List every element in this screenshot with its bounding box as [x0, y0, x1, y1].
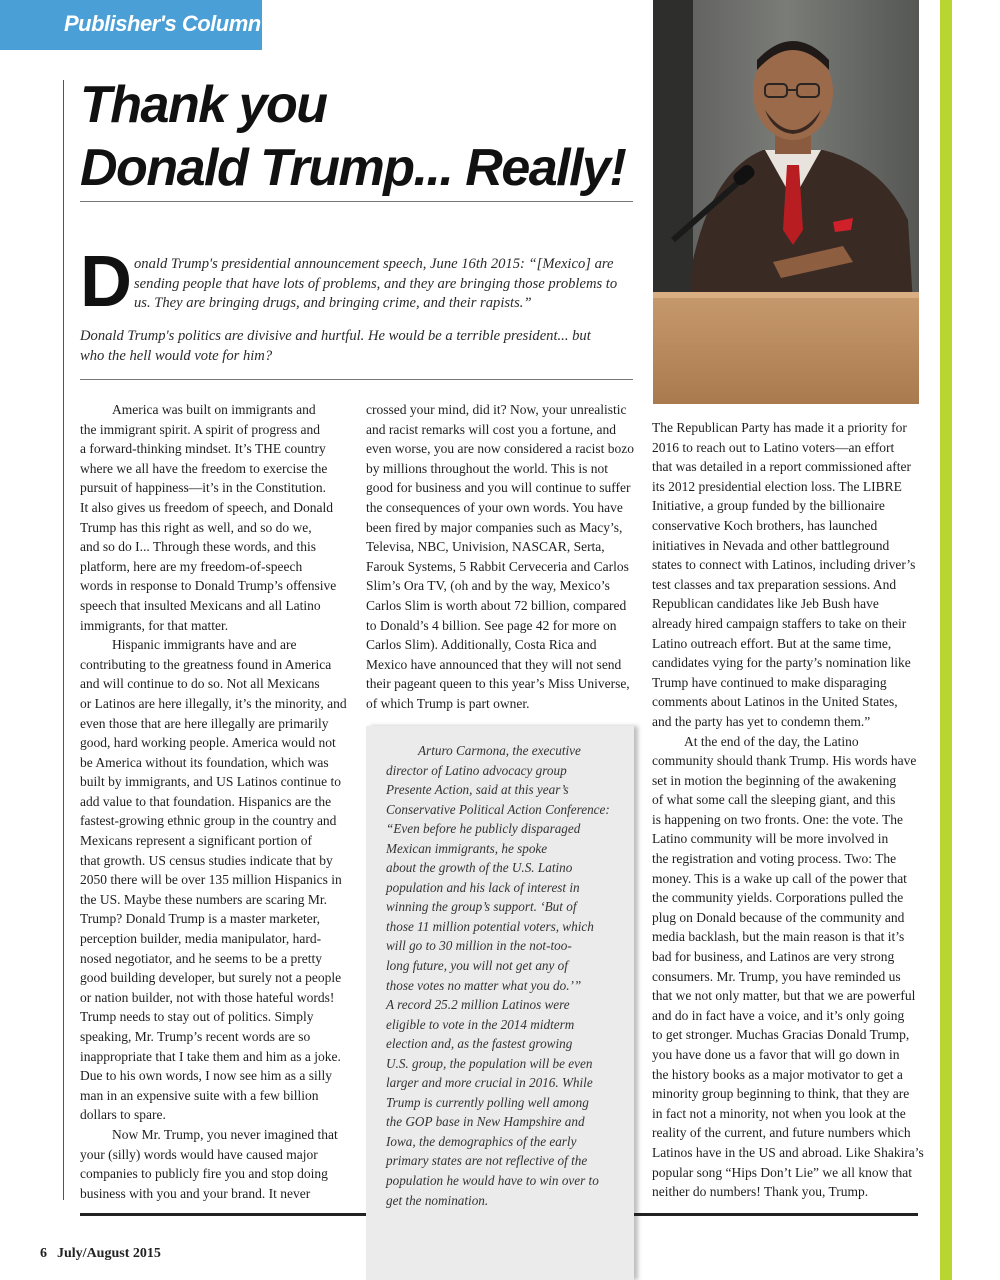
text-line: you have done us a favor that will go down in — [652, 1047, 900, 1062]
headline — [80, 74, 640, 200]
text-line: U.S. group, the population will be even — [386, 1055, 593, 1071]
text-line: the history books as a major motivator to get a — [652, 1066, 903, 1082]
text-line: eligible to vote in the 2014 midterm — [386, 1016, 575, 1032]
text-line: winning the group’s support. ‘But of — [386, 899, 577, 915]
text-line: their pageant queen to this year’s Miss Universe, — [366, 676, 630, 692]
text-line: Iowa, the demographics of the early — [386, 1133, 577, 1149]
intro-quote — [134, 255, 634, 314]
text-line: your (silly) words would have caused major — [80, 1146, 318, 1162]
text-line: states to connect with Latinos, including driver’s — [652, 557, 916, 573]
bottom-rule — [80, 1213, 366, 1216]
section-label: Publisher's Column — [64, 11, 261, 36]
text-line: those votes no matter what you do.’” — [386, 977, 582, 993]
text-line: that was detailed in a report commissioned after — [652, 459, 912, 475]
text-line: initiatives in Nevada and other battleground — [652, 537, 890, 553]
text-line: man in an expensive suite with a few billion — [80, 1087, 319, 1103]
intro-standfirst-line: who the hell would vote for him? — [80, 347, 273, 364]
text-line: of what some call the sleeping giant, and this — [652, 792, 896, 808]
headline-rule — [80, 201, 633, 202]
speaker-illustration — [653, 0, 919, 404]
text-line: been fired by major companies such as Macy’s, — [366, 519, 623, 535]
text-line: business with you and your brand. It never — [80, 1185, 311, 1201]
text-line: 2050 there will be over 135 million Hispanics in — [80, 872, 342, 888]
text-line: and will continue to do so. Not all Mexicans — [80, 676, 320, 692]
text-line: 2016 to reach out to Latino voters—an effort — [652, 439, 895, 455]
intro-rule — [80, 379, 633, 380]
text-line: popular song “Hips Don’t Lie” we all know that — [652, 1164, 912, 1180]
text-line: long future, you will not get any of — [386, 958, 568, 974]
text-line: Conservative Political Action Conference: — [386, 801, 610, 817]
body-column-3 — [652, 418, 924, 1202]
text-line: the consequences of your own words. You have — [366, 499, 623, 515]
text-line: It also gives us freedom of speech, and Donald — [80, 499, 334, 515]
text-line: to Donald’s 4 billion. See page 42 for more on — [366, 617, 617, 633]
text-line: consumers. Mr. Trump, you have reminded us — [652, 968, 901, 984]
text-line: inappropriate that I take them and him as a joke. — [80, 1048, 341, 1064]
text-line: Televisa, NBC, Univision, NASCAR, Serta, — [366, 539, 605, 555]
sidebar-quote — [386, 741, 626, 1210]
text-line: perception builder, media manipulator, hard- — [80, 931, 322, 947]
text-line: Carlos Slim). Additionally, Costa Rica and — [366, 637, 597, 653]
text-line: media backlash, but the main reason is that it’s — [652, 929, 905, 945]
text-line: good, hard working people. America would not — [80, 735, 336, 751]
text-line: its 2012 presidential election loss. The LIBRE — [652, 478, 902, 494]
section-tab — [0, 0, 262, 50]
text-line: comments about Latinos in the United States, — [652, 694, 898, 710]
text-line: Hispanic immigrants have and are — [112, 637, 297, 653]
text-line: of which Trump is part owner. — [366, 695, 530, 711]
text-line: Arturo Carmona, the executive — [418, 743, 581, 758]
page-number: 6 — [40, 1246, 47, 1261]
text-line: the GOP base in New Hampshire and — [386, 1114, 585, 1130]
text-line: and do in fact have a voice, and it’s only going — [652, 1007, 905, 1023]
issue-date: July/August 2015 — [57, 1246, 161, 1261]
text-line: bad for business, and Latinos are very strong — [652, 949, 895, 965]
text-line: Trump? Donald Trump is a master marketer, — [80, 911, 321, 927]
text-line: built by immigrants, and US Latinos continue to — [80, 774, 341, 790]
text-line: candidates vying for the party’s nomination like — [652, 655, 911, 671]
text-line: or nation builder, not with those hateful words! — [80, 989, 335, 1005]
text-line: is happening on two fronts. One: the vote. The — [652, 811, 903, 827]
text-line: speech that insulted Mexicans and all Latino — [80, 597, 321, 613]
text-line: population and his lack of interest in — [386, 879, 580, 895]
text-line: set in motion the beginning of the awakening — [652, 772, 897, 788]
text-line: Latinos have in the US and abroad. Like Shakira’s — [652, 1144, 924, 1160]
text-line: Mexico have announced that they will not send — [366, 656, 622, 672]
text-line: platform, here are my freedom-of-speech — [80, 558, 303, 574]
text-line: already hired campaign staffers to take on their — [652, 615, 907, 631]
body-column-2 — [366, 400, 634, 714]
text-line: and the party has yet to condemn them.” — [652, 713, 871, 729]
text-line: add value to that foundation. Hispanics are the — [80, 793, 332, 809]
text-line: Trump have continued to make disparaging — [652, 674, 887, 690]
speaker-photo — [653, 0, 919, 404]
intro-quote-line: onald Trump's presidential announcement speech, June 16th 2015: “[Mexico] are — [134, 256, 614, 272]
text-line: Mexicans represent a significant portion of — [80, 833, 313, 849]
text-line: Due to his own words, I now see him as a silly — [80, 1068, 332, 1084]
intro-quote-line: us. They are bringing drugs, and bringing crime, and their rapists.” — [134, 295, 532, 311]
text-line: plug on Donald because of the community and — [652, 909, 905, 925]
drop-cap: D — [80, 242, 132, 322]
text-line: or Latinos are here illegally, it’s the minority, and — [80, 695, 347, 711]
text-line: Presente Action, said at this year’s — [386, 782, 569, 798]
text-line: those 11 million potential voters, which — [386, 918, 594, 934]
text-line: Carlos Slim is worth about 72 billion, compared — [366, 597, 627, 613]
text-line: Slim’s Ora TV, (oh and by the way, Mexico’s — [366, 578, 610, 594]
text-line: speaking, Mr. Trump’s recent words are so — [80, 1029, 311, 1044]
intro-standfirst — [80, 327, 640, 366]
text-line: by millions throughout the world. This is not — [366, 460, 609, 476]
text-line: that we not only matter, but that we are powerful — [652, 988, 916, 1004]
text-line: be America without its foundation, which was — [80, 754, 329, 770]
text-line: America was built on immigrants and — [112, 402, 316, 417]
bottom-rule — [634, 1213, 918, 1216]
text-line: reality of the current, and future numbers which — [652, 1125, 911, 1141]
text-line: election and, as the fastest growing — [386, 1036, 573, 1052]
text-line: and racist remarks will cost you a fortune, and — [366, 421, 617, 437]
text-line: where we all have the freedom to exercise the — [80, 460, 328, 476]
text-line: primary states are not reflective of the — [386, 1153, 588, 1169]
text-line: Farouk Systems, 5 Rabbit Cerveceria and Carlos — [366, 558, 629, 574]
text-line: Republican candidates like Jeb Bush have — [652, 596, 879, 612]
text-line: conservative Koch brothers, has launched — [652, 517, 878, 533]
text-line: get the nomination. — [386, 1192, 489, 1208]
text-line: larger and more crucial in 2016. While — [386, 1075, 593, 1091]
text-line: companies to publicly fire you and stop doing — [80, 1166, 328, 1182]
text-line: immigrants, for that matter. — [80, 617, 229, 633]
text-line: fastest-growing ethnic group in the country and — [80, 813, 337, 829]
page-folio — [40, 1246, 171, 1262]
text-line: even worse, you are now considered a racist bozo — [366, 441, 635, 457]
text-line: Trump has this right as well, and so do we, — [80, 519, 312, 535]
text-line: director of Latino advocacy group — [386, 762, 567, 778]
text-line: dollars to spare. — [80, 1107, 166, 1123]
text-line: even those that are here illegally are primarily — [80, 715, 329, 731]
text-line: Latino outreach effort. But at the same time, — [652, 635, 892, 651]
text-line: and so do I... Through these words, and this — [80, 539, 316, 555]
text-line: about the growth of the U.S. Latino — [386, 860, 573, 876]
text-line: Initiative, a group funded by the billionaire — [652, 498, 885, 514]
text-line: words in response to Donald Trump’s offensive — [80, 578, 337, 594]
left-vertical-rule — [63, 80, 64, 1200]
body-column-1 — [80, 400, 348, 1203]
text-line: the registration and voting process. Two: The — [652, 851, 897, 867]
text-line: community should thank Trump. His words have — [652, 753, 917, 769]
text-line: to get stronger. Muchas Gracias Donald Trump, — [652, 1027, 910, 1043]
text-line: “Even before he publicly disparaged — [386, 821, 581, 837]
text-line: the community yields. Corporations pulled the — [652, 890, 904, 906]
text-line: population he would have to win over to — [386, 1173, 599, 1189]
intro-standfirst-line: Donald Trump's politics are divisive and hurtful. He would be a terrible president... but — [80, 328, 591, 344]
text-line: The Republican Party has made it a priority for — [652, 420, 907, 435]
text-line: contributing to the greatness found in America — [80, 656, 332, 672]
headline-line-2: Donald Trump... Really! — [80, 139, 626, 197]
text-line: good building developer, but surely not a people — [80, 970, 342, 986]
text-line: A record 25.2 million Latinos were — [386, 997, 570, 1013]
text-line: will go to 30 million in the not-too- — [386, 938, 572, 954]
text-line: the US. Maybe these numbers are scaring Mr. — [80, 891, 328, 907]
headline-line-1: Thank you — [80, 76, 327, 134]
text-line: test classes and tax preparation sessions. And — [652, 576, 897, 592]
text-line: pursuit of happiness—it’s in the Constitution. — [80, 480, 326, 496]
text-line: Latino community will be more involved in — [652, 831, 889, 847]
side-accent-stripe — [940, 0, 952, 1280]
text-line: crossed your mind, did it? Now, your unrealistic — [366, 402, 627, 417]
text-line: that growth. US census studies indicate that by — [80, 852, 333, 868]
text-line: Now Mr. Trump, you never imagined that — [112, 1126, 338, 1142]
text-line: a forward-thinking mindset. It’s THE country — [80, 441, 326, 457]
text-line: At the end of the day, the Latino — [684, 733, 859, 749]
text-line: minority group beginning to think, that they are — [652, 1086, 910, 1102]
text-line: nosed negotiator, and he seems to be a pretty — [80, 950, 323, 966]
text-line: in fact not a minority, not when you look at the — [652, 1105, 906, 1121]
text-line: Mexican immigrants, he spoke — [386, 840, 548, 856]
text-line: the immigrant spirit. A spirit of progress and — [80, 421, 320, 437]
text-line: money. This is a wake up call of the power that — [652, 870, 907, 886]
text-line: good for business and you will continue to suffer — [366, 480, 631, 496]
text-line: Trump is currently polling well among — [386, 1094, 589, 1110]
text-line: neither do numbers! Thank you, Trump. — [652, 1184, 869, 1200]
intro-quote-line: sending people that have lots of problems, and they are bringing those problems to — [134, 275, 618, 292]
text-line: Trump needs to stay out of politics. Simply — [80, 1009, 314, 1025]
